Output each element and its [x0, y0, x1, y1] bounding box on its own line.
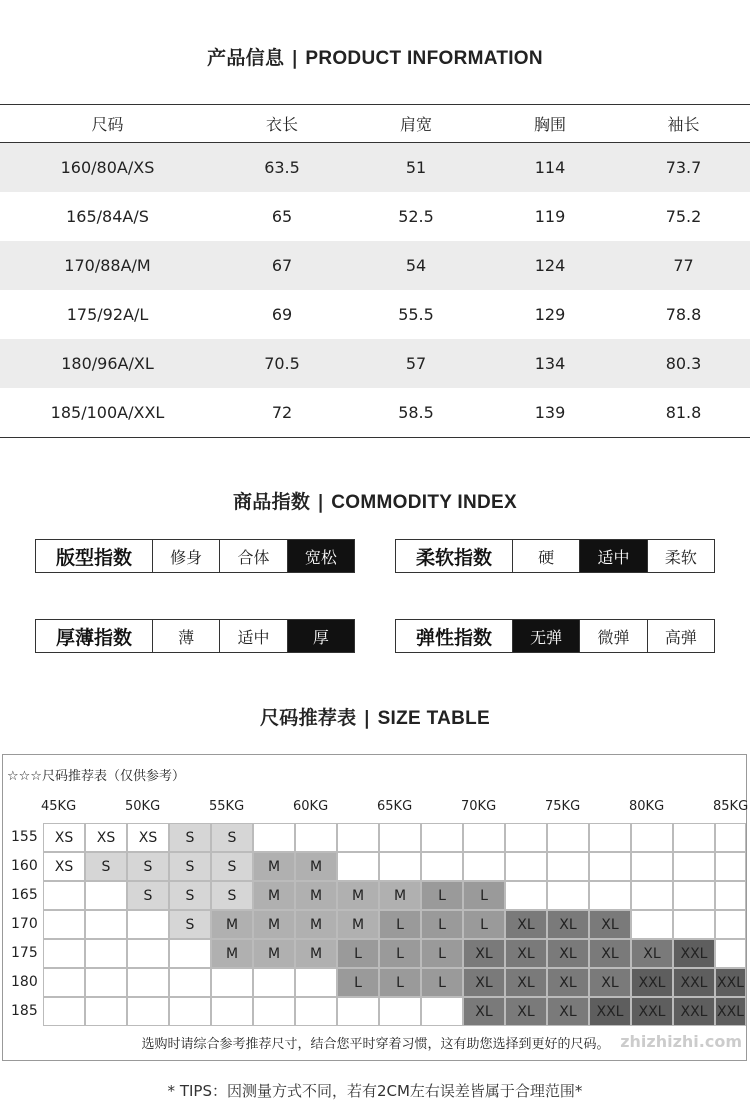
table-cell: 69 — [271, 305, 293, 324]
size-cell — [85, 939, 127, 968]
size-cell: M — [253, 852, 295, 881]
table-row — [0, 241, 750, 290]
size-cell: L — [337, 968, 379, 997]
size-cell: XL — [547, 939, 589, 968]
size-cell — [379, 823, 421, 852]
size-cell: XL — [463, 968, 505, 997]
size-cell — [673, 881, 715, 910]
index-label: 柔软指数 — [396, 540, 513, 572]
commodity-index-title-cn: 商品指数 — [233, 491, 311, 513]
size-cell — [85, 997, 127, 1026]
size-cell — [589, 852, 631, 881]
size-cell: XL — [505, 939, 547, 968]
size-cell: M — [337, 910, 379, 939]
index-option: 高弹 — [664, 627, 697, 647]
index-option: 修身 — [153, 540, 220, 572]
table-cell: 67 — [271, 256, 293, 275]
size-cell — [43, 910, 85, 939]
size-cell — [673, 910, 715, 939]
size-cell: M — [211, 910, 253, 939]
table-cell: 70.5 — [264, 354, 300, 373]
table-cell: 175/92A/L — [66, 305, 149, 324]
size-cell: S — [85, 852, 127, 881]
size-cell — [421, 997, 463, 1026]
size-cell: XXL — [631, 968, 673, 997]
size-cell — [295, 997, 337, 1026]
height-label: 165 — [11, 887, 38, 903]
table-cell: 139 — [534, 403, 566, 422]
size-cell — [127, 997, 169, 1026]
title-divider: | — [291, 47, 306, 69]
index-label: 版型指数 — [36, 540, 153, 572]
title-divider: | — [363, 707, 378, 729]
size-cell: M — [253, 910, 295, 939]
size-cell: L — [463, 881, 505, 910]
size-cell: M — [337, 881, 379, 910]
size-cell — [589, 823, 631, 852]
table-cell: 114 — [534, 158, 566, 177]
size-cell — [337, 852, 379, 881]
size-cell — [631, 823, 673, 852]
title-divider: | — [317, 491, 332, 513]
height-label: 175 — [11, 945, 38, 961]
size-cell — [337, 823, 379, 852]
column-header: 尺码 — [91, 115, 124, 134]
table-row — [0, 290, 750, 339]
size-cell: S — [127, 852, 169, 881]
size-cell: L — [421, 881, 463, 910]
size-cell — [85, 881, 127, 910]
table-cell: 52.5 — [398, 207, 434, 226]
height-label: 185 — [11, 1003, 38, 1019]
size-cell: L — [421, 968, 463, 997]
size-cell: XS — [43, 852, 85, 881]
size-cell: XS — [127, 823, 169, 852]
table-cell: 51 — [405, 158, 427, 177]
table-cell: 58.5 — [398, 403, 434, 422]
size-cell: XL — [547, 968, 589, 997]
size-cell: XS — [43, 823, 85, 852]
size-cell: S — [169, 881, 211, 910]
height-label: 170 — [11, 916, 38, 932]
size-cell: L — [421, 910, 463, 939]
weight-label: 85KG — [713, 799, 749, 814]
fit-index — [35, 539, 355, 573]
size-cell — [295, 968, 337, 997]
table-cell: 129 — [534, 305, 566, 324]
size-cell — [715, 939, 746, 968]
index-option-selected: 宽松 — [288, 540, 354, 572]
size-cell — [715, 823, 746, 852]
size-cell — [379, 852, 421, 881]
size-cell: XL — [547, 910, 589, 939]
size-cell — [169, 939, 211, 968]
index-label: 厚薄指数 — [36, 620, 153, 652]
index-option-selected: 适中 — [580, 540, 647, 572]
size-cell: S — [127, 881, 169, 910]
size-cell — [673, 823, 715, 852]
table-cell: 78.8 — [665, 305, 702, 324]
size-cell — [253, 968, 295, 997]
weight-label: 65KG — [377, 799, 413, 814]
table-cell: 63.5 — [264, 158, 300, 177]
size-cell — [295, 823, 337, 852]
index-option: 适中 — [220, 620, 287, 652]
weight-label: 70KG — [461, 799, 497, 814]
table-cell: 73.7 — [665, 158, 702, 177]
size-cell: S — [169, 852, 211, 881]
table-cell: 77 — [673, 256, 694, 275]
product-info-table — [0, 104, 750, 438]
size-cell: S — [211, 852, 253, 881]
weight-label: 45KG — [41, 799, 77, 814]
size-cell: S — [211, 823, 253, 852]
table-cell: 180/96A/XL — [61, 354, 154, 373]
size-cell: M — [211, 939, 253, 968]
size-cell — [715, 881, 746, 910]
column-header: 袖长 — [667, 115, 700, 134]
table-cell: 165/84A/S — [66, 207, 149, 226]
tips-text: * TIPS：因测量方式不同，若有2CM左右误差皆属于合理范围* — [167, 1082, 583, 1100]
table-cell: 65 — [271, 207, 293, 226]
size-recommendation-grid — [2, 754, 747, 1061]
size-cell: XXL — [673, 939, 715, 968]
column-header: 肩宽 — [399, 115, 432, 134]
size-cell: XL — [505, 997, 547, 1026]
table-row — [0, 192, 750, 241]
size-cell: S — [169, 910, 211, 939]
size-cell — [715, 910, 746, 939]
size-cell — [589, 881, 631, 910]
size-cell — [631, 910, 673, 939]
size-cell — [421, 852, 463, 881]
size-cell: XXL — [589, 997, 631, 1026]
size-cell — [631, 881, 673, 910]
size-cell — [547, 852, 589, 881]
thickness-index — [35, 619, 355, 653]
size-cell: M — [295, 910, 337, 939]
index-option: 微弹 — [580, 620, 647, 652]
size-cell: XL — [463, 997, 505, 1026]
size-table-title-cn: 尺码推荐表 — [259, 707, 357, 729]
size-cell — [43, 939, 85, 968]
table-cell: 119 — [534, 207, 566, 226]
height-label: 155 — [11, 829, 38, 845]
size-cell — [505, 823, 547, 852]
size-cell: XXL — [673, 997, 715, 1026]
size-cell — [505, 852, 547, 881]
size-cell: XXL — [673, 968, 715, 997]
size-cell: M — [379, 881, 421, 910]
size-cell: M — [295, 852, 337, 881]
index-option: 合体 — [220, 540, 287, 572]
table-row — [0, 339, 750, 388]
size-cell: M — [253, 881, 295, 910]
size-cell — [43, 997, 85, 1026]
index-option: 薄 — [153, 620, 220, 652]
size-cell — [127, 910, 169, 939]
elasticity-index — [395, 619, 715, 653]
table-row — [0, 388, 750, 437]
weight-label: 75KG — [545, 799, 581, 814]
size-cell: S — [211, 881, 253, 910]
size-cell — [127, 939, 169, 968]
size-cell — [85, 910, 127, 939]
size-cell: XXL — [715, 997, 746, 1026]
table-cell: 134 — [534, 354, 566, 373]
index-option: 硬 — [513, 540, 580, 572]
index-label: 弹性指数 — [396, 620, 513, 652]
size-cell — [379, 997, 421, 1026]
size-cell — [169, 968, 211, 997]
size-cell: XL — [589, 910, 631, 939]
size-cell — [169, 997, 211, 1026]
size-cell — [43, 881, 85, 910]
size-cell — [43, 968, 85, 997]
size-cell: XL — [631, 939, 673, 968]
size-cell — [505, 881, 547, 910]
table-cell: 75.2 — [665, 207, 702, 226]
softness-index — [395, 539, 715, 573]
size-cell: L — [379, 968, 421, 997]
size-cell: XS — [85, 823, 127, 852]
size-cell: L — [379, 910, 421, 939]
size-cell — [421, 823, 463, 852]
size-table-note: ☆☆☆尺码推荐表（仅供参考） — [7, 769, 185, 784]
size-cell: XL — [589, 968, 631, 997]
table-cell: 72 — [271, 403, 293, 422]
height-label: 160 — [11, 858, 38, 874]
commodity-index-title — [0, 487, 750, 514]
size-cell — [715, 852, 746, 881]
size-cell — [211, 968, 253, 997]
size-cell: L — [421, 939, 463, 968]
table-cell: 160/80A/XS — [60, 158, 155, 177]
size-cell: XL — [463, 939, 505, 968]
size-cell: XL — [547, 997, 589, 1026]
size-cell: L — [463, 910, 505, 939]
height-label: 180 — [11, 974, 38, 990]
weight-label: 60KG — [293, 799, 329, 814]
table-cell: 55.5 — [398, 305, 434, 324]
product-info-title — [0, 43, 750, 70]
size-cell — [211, 997, 253, 1026]
size-cell: L — [337, 939, 379, 968]
size-table-footer: 选购时请综合参考推荐尺寸，结合您平时穿着习惯，这有助您选择到更好的尺码。 — [141, 1037, 610, 1052]
size-cell: M — [295, 939, 337, 968]
size-cell: XXL — [715, 968, 746, 997]
size-cell — [547, 823, 589, 852]
size-cell: M — [295, 881, 337, 910]
index-option-selected: 无弹 — [513, 620, 580, 652]
size-cell — [673, 852, 715, 881]
size-cell: M — [253, 939, 295, 968]
table-cell: 185/100A/XXL — [50, 403, 165, 422]
weight-label: 55KG — [209, 799, 245, 814]
size-cell — [631, 852, 673, 881]
index-option-selected: 厚 — [288, 620, 354, 652]
weight-label: 80KG — [629, 799, 665, 814]
table-cell: 57 — [405, 354, 427, 373]
product-info-title-cn: 产品信息 — [207, 47, 285, 69]
column-header: 衣长 — [265, 115, 298, 134]
table-cell: 124 — [534, 256, 566, 275]
size-cell: L — [379, 939, 421, 968]
size-cell — [547, 881, 589, 910]
table-cell: 170/88A/M — [64, 256, 151, 275]
column-header: 胸围 — [533, 115, 566, 134]
product-info-title-en: PRODUCT INFORMATION — [305, 48, 543, 69]
size-cell — [463, 823, 505, 852]
size-cell: XL — [505, 910, 547, 939]
size-cell: XXL — [631, 997, 673, 1026]
size-cell: S — [169, 823, 211, 852]
size-cell — [463, 852, 505, 881]
watermark: zhizhizhi.com — [620, 1032, 742, 1051]
size-cell — [127, 968, 169, 997]
size-cell — [253, 997, 295, 1026]
size-cell: XL — [589, 939, 631, 968]
size-cell — [85, 968, 127, 997]
weight-label: 50KG — [125, 799, 161, 814]
table-row — [0, 143, 750, 192]
size-table-title — [0, 703, 750, 730]
commodity-index-title-en: COMMODITY INDEX — [331, 492, 517, 513]
table-cell: 54 — [405, 256, 427, 275]
index-option: 柔软 — [664, 547, 697, 567]
size-table-title-en: SIZE TABLE — [377, 708, 491, 729]
size-cell: XL — [505, 968, 547, 997]
table-cell: 81.8 — [665, 403, 702, 422]
table-cell: 80.3 — [665, 354, 702, 373]
size-cell — [337, 997, 379, 1026]
table-header-row — [0, 105, 750, 143]
size-cell — [253, 823, 295, 852]
